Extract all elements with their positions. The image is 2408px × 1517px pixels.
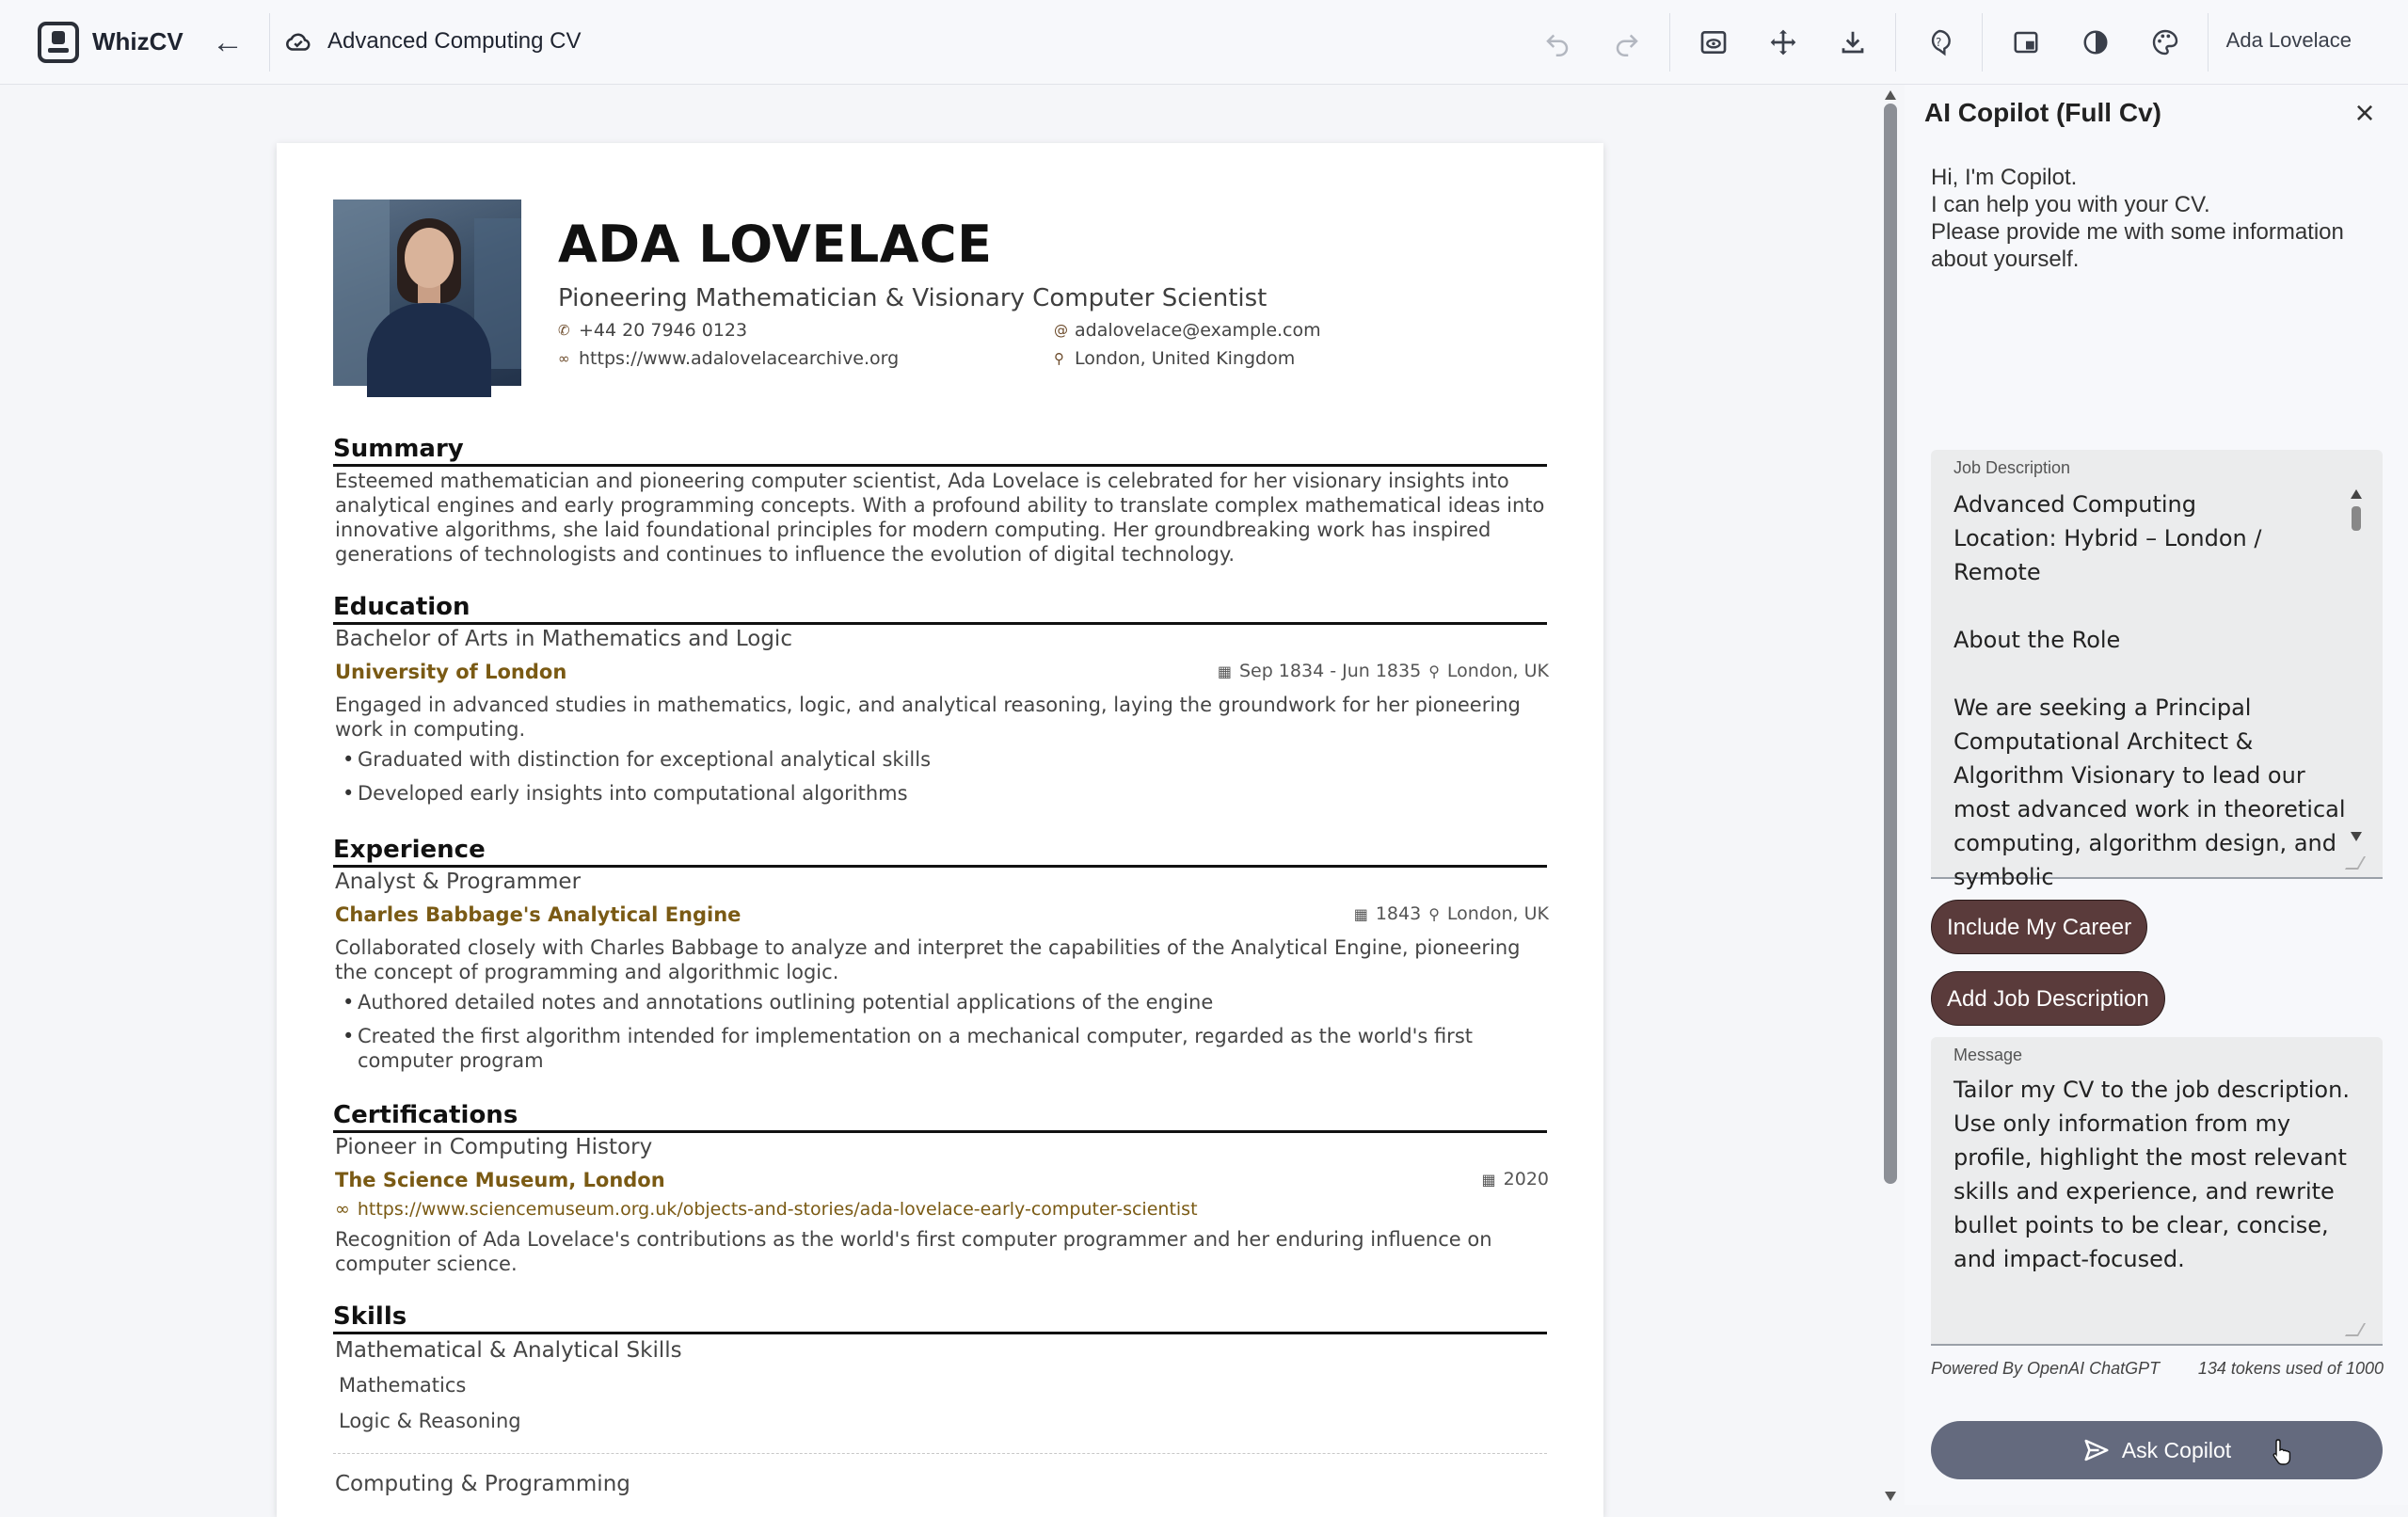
contact-location: [1054, 348, 1295, 369]
education-bullet[interactable]: • Developed early insights into computational algorithms: [343, 781, 1528, 806]
location-pin-icon: ⚲: [1428, 904, 1440, 923]
scroll-down-arrow-icon[interactable]: [1885, 1492, 1896, 1501]
layout-icon[interactable]: [2004, 21, 2048, 64]
experience-description[interactable]: Collaborated closely with Charles Babbage to analyze and interpret the capabilities of the Analytical Engine, pioneering the concept of programming and algorithmic logic.: [335, 936, 1521, 983]
link-icon: ∞: [335, 1199, 350, 1220]
education-degree[interactable]: Bachelor of Arts in Mathematics and Logic: [335, 627, 792, 651]
redo-icon[interactable]: [1605, 21, 1649, 64]
cv-name[interactable]: ADA LOVELACE: [558, 215, 993, 274]
divider: [1982, 13, 1983, 72]
greeting-line: Hi, I'm Copilot.: [1931, 165, 2078, 190]
greeting-line: Please provide me with some information about yourself.: [1931, 219, 2344, 272]
download-icon[interactable]: [1831, 21, 1874, 64]
certification-date: 2020: [1503, 1169, 1549, 1190]
certification-name[interactable]: Pioneer in Computing History: [335, 1135, 653, 1159]
greeting-line: I can help you with your CV.: [1931, 192, 2210, 217]
section-title-summary: Summary: [333, 435, 1547, 467]
hand-cursor-icon: [2272, 1438, 2292, 1466]
undo-icon[interactable]: [1536, 21, 1579, 64]
education-bullet[interactable]: • Graduated with distinction for exceptional analytical skills: [343, 747, 1528, 772]
top-bar: [0, 0, 2408, 85]
calendar-icon: ▦: [1481, 1170, 1496, 1189]
add-job-description-button[interactable]: Add Job Description: [1931, 971, 2165, 1026]
link-icon: ∞: [558, 350, 570, 367]
token-usage: 134 tokens used of 1000: [2197, 1359, 2384, 1378]
editor-scrollbar[interactable]: [1880, 90, 1901, 1505]
message-label: Message: [1954, 1046, 2023, 1064]
certification-link[interactable]: [335, 1199, 1198, 1220]
location-text: London, United Kingdom: [1075, 348, 1296, 369]
divider: [2208, 13, 2209, 72]
summary-text[interactable]: Esteemed mathematician and pioneering computer scientist, Ada Lovelace is celebrated for her visionary insights into analytical engines and early programming concepts. With a profound ability to translate complex mathematical ideas into innovative algorithms, she laid foundational principles for modern computing. Her groundbreaking work has inspired generations of technologists and continues to influence the evolution of digital technology.: [335, 470, 1545, 566]
cloud-saved-icon: [284, 28, 312, 56]
skill-category[interactable]: Mathematical & Analytical Skills: [335, 1338, 682, 1363]
certification-description[interactable]: Recognition of Ada Lovelace's contributions as the world's first computer programmer and her enduring influence on computer science.: [335, 1228, 1492, 1275]
ask-copilot-button[interactable]: [1931, 1421, 2383, 1479]
help-icon[interactable]: [1918, 21, 1961, 64]
experience-dates: 1843: [1375, 903, 1422, 924]
preview-icon[interactable]: [1692, 21, 1735, 64]
location-pin-icon: ⚲: [1428, 662, 1440, 680]
skill-divider: [333, 1453, 1547, 1454]
whizcv-logo-icon[interactable]: [38, 22, 79, 63]
education-school[interactable]: University of London: [335, 661, 567, 683]
education-meta: [1218, 661, 1549, 681]
powered-by-text: Powered By OpenAI ChatGPT: [1931, 1359, 2161, 1378]
copilot-title: AI Copilot (Full Cv): [1924, 98, 2161, 127]
close-icon[interactable]: ×: [2354, 93, 2375, 132]
copilot-panel: [1905, 85, 2408, 1505]
education-description[interactable]: Engaged in advanced studies in mathematics, logic, and analytical reasoning, laying the groundwork for her pioneering work in computing.: [335, 694, 1521, 741]
location-pin-icon: ⚲: [1054, 350, 1064, 367]
svg-text:?: ?: [1936, 36, 1942, 49]
profile-photo[interactable]: [333, 200, 521, 386]
contact-phone: [558, 320, 747, 341]
calendar-icon: ▦: [1353, 904, 1368, 923]
experience-company[interactable]: Charles Babbage's Analytical Engine: [335, 903, 742, 926]
experience-meta: [1354, 903, 1549, 924]
user-name[interactable]: Ada Lovelace: [2225, 28, 2352, 52]
phone-text: +44 20 7946 0123: [579, 320, 748, 341]
cv-paper: [277, 143, 1603, 1517]
scroll-up-arrow-icon[interactable]: [1885, 90, 1896, 100]
experience-location: London, UK: [1446, 903, 1549, 924]
section-title-skills: Skills: [333, 1302, 1547, 1334]
experience-role[interactable]: Analyst & Programmer: [335, 870, 582, 894]
contact-website: [558, 348, 899, 369]
message-textarea[interactable]: Tailor my CV to the job description. Use only information from my profile, highlight the most relevant skills and experience, and rewrite bullet points to be clear, concise, and impact-focused.: [1954, 1077, 2357, 1272]
ask-copilot-label: Ask Copilot: [2121, 1437, 2232, 1462]
job-description-field[interactable]: [1931, 450, 2383, 890]
email-text: adalovelace@example.com: [1075, 320, 1321, 341]
cv-headline[interactable]: Pioneering Mathematician & Visionary Computer Scientist: [558, 284, 1268, 312]
scroll-down-arrow-icon[interactable]: [2351, 832, 2362, 841]
scrollbar-thumb[interactable]: [2352, 506, 2361, 531]
phone-icon: ✆: [558, 322, 570, 339]
job-description-textarea[interactable]: Advanced Computing Location: Hybrid – London / Remote About the Role We are seeking a Principal Computational Architect & Algorithm Visionary to lead our most advanced work in theoretical computing, algorithm design, and symbolic: [1954, 491, 2346, 890]
scroll-up-arrow-icon[interactable]: [2351, 489, 2362, 499]
certification-issuer[interactable]: The Science Museum, London: [335, 1169, 665, 1191]
include-my-career-button[interactable]: Include My Career: [1931, 900, 2147, 954]
skill-category[interactable]: Computing & Programming: [335, 1472, 630, 1496]
job-description-label: Job Description: [1954, 458, 2071, 477]
scrollbar-thumb[interactable]: [1884, 104, 1897, 1184]
palette-icon[interactable]: [2144, 21, 2187, 64]
section-title-experience: Experience: [333, 836, 1547, 868]
education-dates: Sep 1834 - Jun 1835: [1238, 661, 1422, 681]
move-icon[interactable]: [1762, 21, 1805, 64]
experience-bullet[interactable]: • Created the first algorithm intended for implementation on a mechanical computer, regarded as the world's first computer program: [343, 1024, 1528, 1073]
divider: [1895, 13, 1896, 72]
certification-url[interactable]: https://www.sciencemuseum.org.uk/objects-and-stories/ada-lovelace-early-computer-scientist: [357, 1199, 1198, 1220]
message-field[interactable]: [1931, 1037, 2383, 1346]
section-title-education: Education: [333, 593, 1547, 625]
skill-item[interactable]: Mathematics: [339, 1374, 467, 1397]
divider: [269, 13, 270, 72]
brand-name[interactable]: WhizCV: [92, 27, 183, 56]
divider: [1669, 13, 1670, 72]
at-icon: @: [1054, 322, 1068, 339]
contrast-icon[interactable]: [2074, 21, 2117, 64]
back-arrow-icon[interactable]: ←: [212, 24, 244, 60]
textarea-scrollbar[interactable]: [2351, 489, 2362, 841]
certification-meta: [1482, 1169, 1549, 1190]
section-title-certifications: Certifications: [333, 1101, 1547, 1133]
contact-email: [1054, 320, 1321, 341]
calendar-icon: ▦: [1217, 662, 1232, 680]
send-icon: [2082, 1436, 2111, 1464]
website-text: https://www.adalovelacearchive.org: [579, 348, 900, 369]
skill-item[interactable]: Logic & Reasoning: [339, 1410, 521, 1432]
document-title[interactable]: Advanced Computing CV: [327, 28, 582, 54]
experience-bullet[interactable]: • Authored detailed notes and annotations outlining potential applications of the engine: [343, 990, 1528, 1014]
education-location: London, UK: [1446, 661, 1549, 681]
copilot-greeting: [1931, 164, 2392, 273]
